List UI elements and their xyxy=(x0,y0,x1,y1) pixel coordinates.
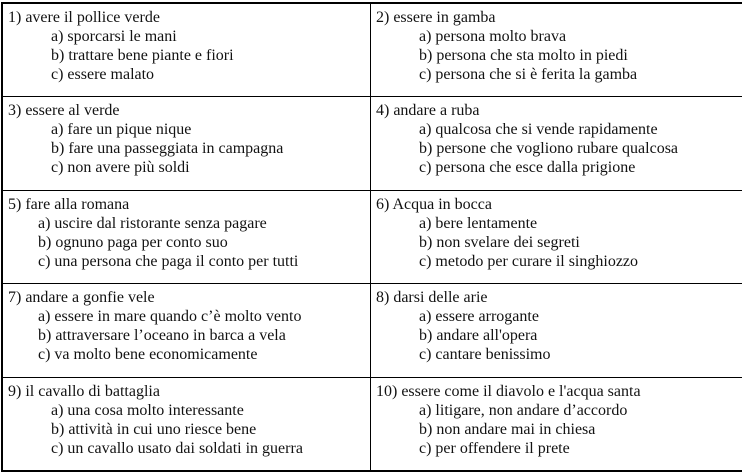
question-cell-1 xyxy=(2,3,371,97)
question-option: b) persona che sta molto in piedi xyxy=(419,46,742,65)
table-row xyxy=(2,284,742,377)
question-option: a) essere in mare quando c’è molto vento xyxy=(38,307,366,326)
question-option: b) attraversare l’oceano in barca a vela xyxy=(38,326,366,345)
question-option: a) qualcosa che si vende rapidamente xyxy=(419,120,742,139)
question-title: 7) andare a gonfie vele xyxy=(8,288,366,307)
question-cell-9 xyxy=(2,377,371,471)
question-option: a) sporcarsi le mani xyxy=(51,27,366,46)
question-option: c) essere malato xyxy=(51,65,366,84)
question-title: 2) essere in gamba xyxy=(376,8,742,27)
idiom-quiz-table xyxy=(1,2,742,472)
question-title: 4) andare a ruba xyxy=(376,101,742,120)
question-option: a) fare un pique nique xyxy=(51,120,366,139)
question-option: b) non svelare dei segreti xyxy=(419,233,742,252)
question-cell-2 xyxy=(371,3,742,97)
question-option: c) metodo per curare il singhiozzo xyxy=(419,252,742,271)
question-title: 8) darsi delle arie xyxy=(376,288,742,307)
table-row xyxy=(2,97,742,190)
question-option: a) litigare, non andare d’accordo xyxy=(419,401,742,420)
question-title: 9) il cavallo di battaglia xyxy=(8,382,366,401)
question-title: 10) essere come il diavolo e l'acqua santa xyxy=(376,382,742,401)
question-title: 3) essere al verde xyxy=(8,101,366,120)
question-option: a) persona molto brava xyxy=(419,27,742,46)
question-option: a) essere arrogante xyxy=(419,307,742,326)
question-option: a) uscire dal ristorante senza pagare xyxy=(38,214,366,233)
question-option: b) trattare bene piante e fiori xyxy=(51,46,366,65)
question-option: b) andare all'opera xyxy=(419,326,742,345)
question-cell-10 xyxy=(371,377,742,471)
question-option: c) un cavallo usato dai soldati in guerra xyxy=(51,439,366,458)
question-cell-8 xyxy=(371,284,742,377)
question-option: b) persone che vogliono rubare qualcosa xyxy=(419,139,742,158)
question-option: b) non andare mai in chiesa xyxy=(419,420,742,439)
table-row xyxy=(2,3,742,97)
question-cell-7 xyxy=(2,284,371,377)
question-cell-3 xyxy=(2,97,371,190)
table-row xyxy=(2,377,742,471)
question-option: c) cantare benissimo xyxy=(419,345,742,364)
question-title: 5) fare alla romana xyxy=(8,195,366,214)
question-cell-4 xyxy=(371,97,742,190)
question-option: c) persona che esce dalla prigione xyxy=(419,158,742,177)
question-title: 1) avere il pollice verde xyxy=(8,8,366,27)
question-option: a) bere lentamente xyxy=(419,214,742,233)
question-cell-6 xyxy=(371,190,742,283)
question-cell-5 xyxy=(2,190,371,283)
question-option: c) per offendere il prete xyxy=(419,439,742,458)
question-option: c) persona che si è ferita la gamba xyxy=(419,65,742,84)
question-option: b) ognuno paga per conto suo xyxy=(38,233,366,252)
question-option: b) attività in cui uno riesce bene xyxy=(51,420,366,439)
question-option: c) non avere più soldi xyxy=(51,158,366,177)
table-row xyxy=(2,190,742,283)
question-option: c) va molto bene economicamente xyxy=(38,345,366,364)
question-option: c) una persona che paga il conto per tutti xyxy=(38,252,366,271)
question-title: 6) Acqua in bocca xyxy=(376,195,742,214)
question-option: b) fare una passeggiata in campagna xyxy=(51,139,366,158)
question-option: a) una cosa molto interessante xyxy=(51,401,366,420)
quiz-page xyxy=(0,2,742,476)
